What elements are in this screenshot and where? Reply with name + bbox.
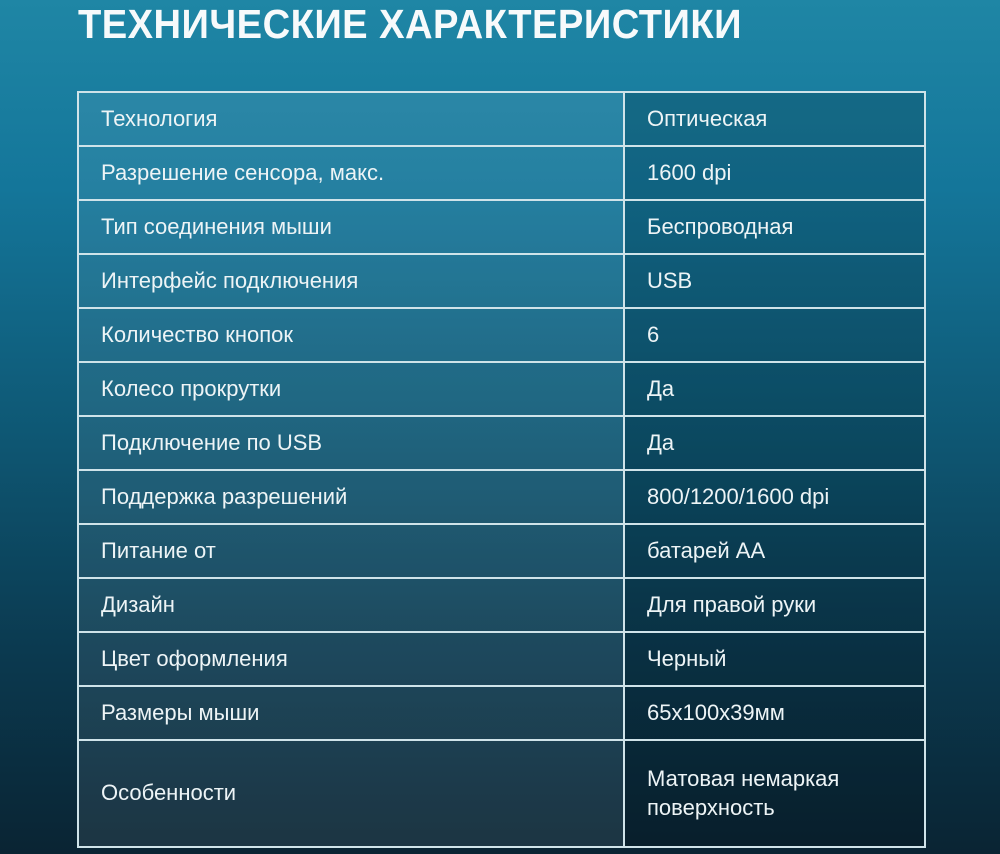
spec-label: Особенности bbox=[79, 741, 625, 846]
table-row bbox=[79, 93, 924, 147]
table-row bbox=[79, 417, 924, 471]
table-row bbox=[79, 255, 924, 309]
spec-label: Цвет оформления bbox=[79, 633, 625, 685]
spec-label: Колесо прокрутки bbox=[79, 363, 625, 415]
table-row bbox=[79, 363, 924, 417]
table-row bbox=[79, 687, 924, 741]
table-row bbox=[79, 525, 924, 579]
spec-value: Черный bbox=[625, 633, 924, 685]
spec-value: Да bbox=[625, 363, 924, 415]
spec-label: Количество кнопок bbox=[79, 309, 625, 361]
spec-table bbox=[77, 91, 926, 848]
spec-value: батарей АА bbox=[625, 525, 924, 577]
spec-value: 65x100x39мм bbox=[625, 687, 924, 739]
spec-label: Дизайн bbox=[79, 579, 625, 631]
spec-value: Матовая немаркая поверхность bbox=[625, 741, 924, 846]
spec-value: Да bbox=[625, 417, 924, 469]
spec-label: Разрешение сенсора, макс. bbox=[79, 147, 625, 199]
table-row bbox=[79, 579, 924, 633]
table-row bbox=[79, 471, 924, 525]
spec-label: Питание от bbox=[79, 525, 625, 577]
spec-value: 800/1200/1600 dpi bbox=[625, 471, 924, 523]
spec-value: 1600 dpi bbox=[625, 147, 924, 199]
spec-value: Беспроводная bbox=[625, 201, 924, 253]
table-row bbox=[79, 741, 924, 846]
spec-value: Оптическая bbox=[625, 93, 924, 145]
table-row bbox=[79, 201, 924, 255]
spec-value: Для правой руки bbox=[625, 579, 924, 631]
table-row bbox=[79, 633, 924, 687]
table-row bbox=[79, 147, 924, 201]
page-title: ТЕХНИЧЕСКИЕ ХАРАКТЕРИСТИКИ bbox=[78, 1, 742, 47]
spec-label: Подключение по USB bbox=[79, 417, 625, 469]
spec-label: Интерфейс подключения bbox=[79, 255, 625, 307]
spec-label: Размеры мыши bbox=[79, 687, 625, 739]
spec-label: Технология bbox=[79, 93, 625, 145]
spec-label: Поддержка разрешений bbox=[79, 471, 625, 523]
spec-label: Тип соединения мыши bbox=[79, 201, 625, 253]
spec-value: USB bbox=[625, 255, 924, 307]
spec-value: 6 bbox=[625, 309, 924, 361]
table-row bbox=[79, 309, 924, 363]
